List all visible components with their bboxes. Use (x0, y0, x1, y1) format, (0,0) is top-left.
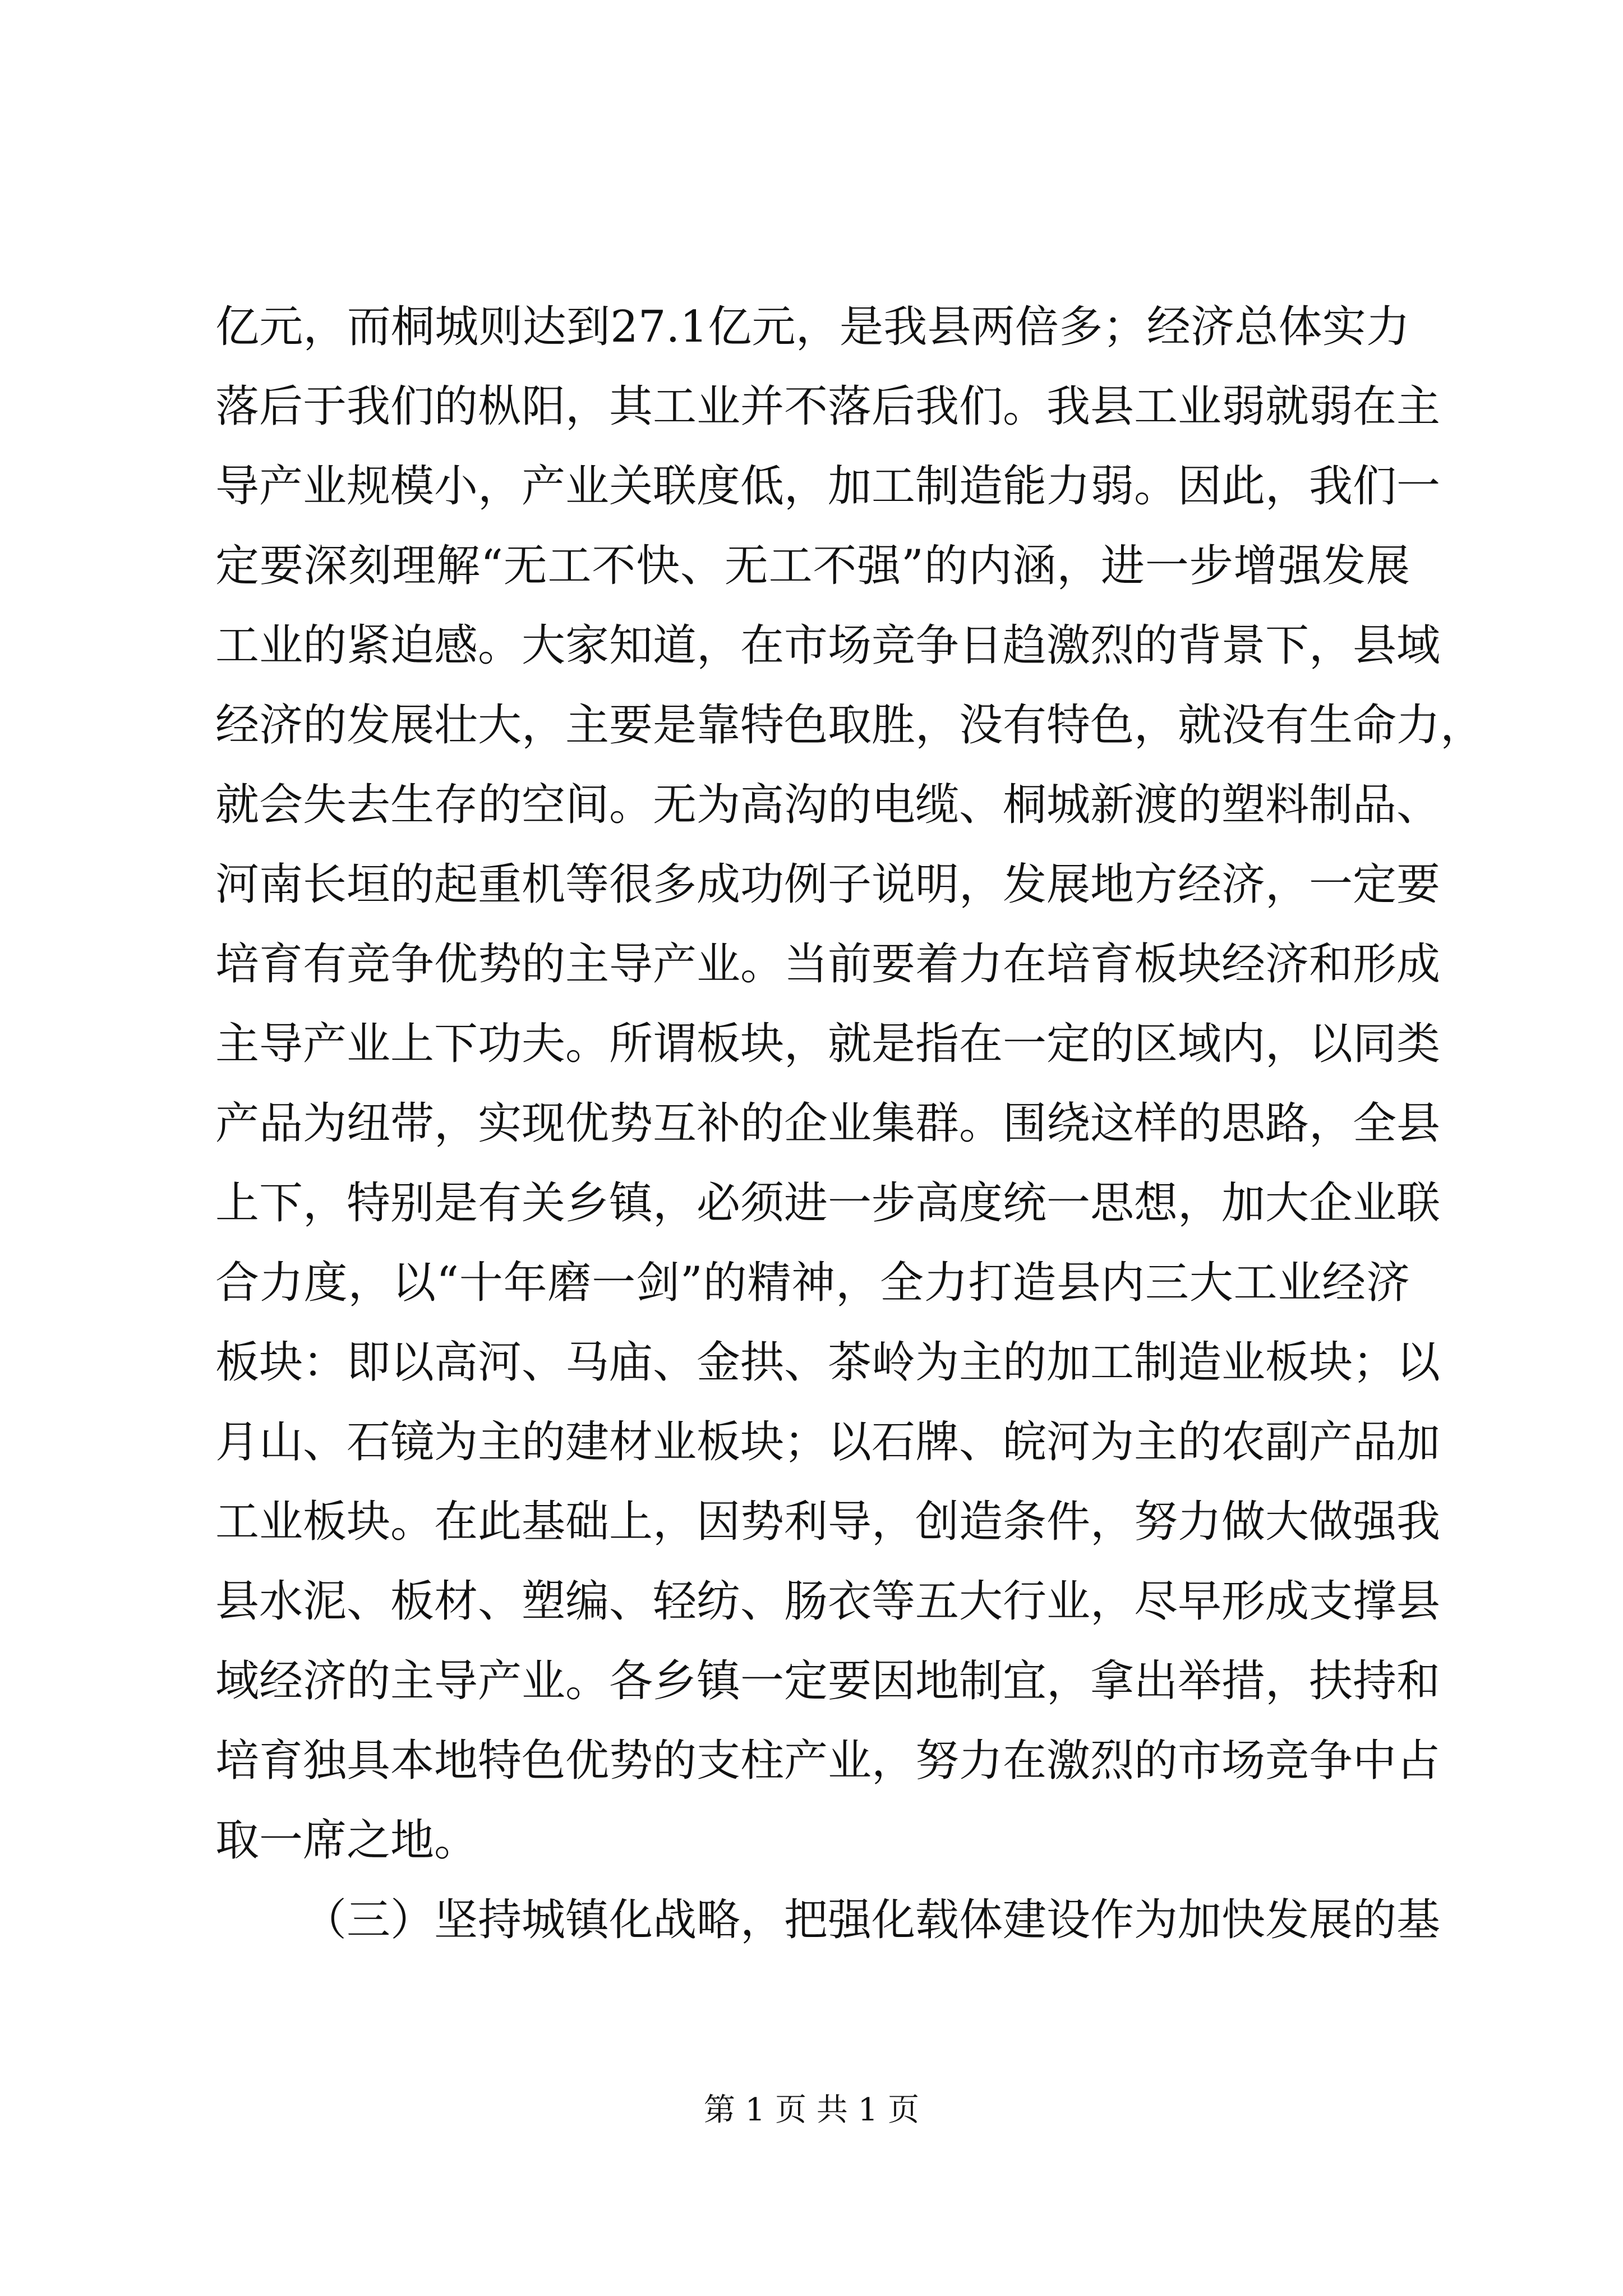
text-line: 培育有竞争优势的主导产业。当前要着力在培育板块经济和形成 (215, 939, 1441, 990)
text-line: 落后于我们的枞阳，其工业并不落后我们。我县工业弱就弱在主 (215, 381, 1441, 432)
text-line: 域经济的主导产业。各乡镇一定要因地制宜，拿出举措，扶持和 (215, 1656, 1441, 1706)
section-heading-line: （三）坚持城镇化战略，把强化载体建设作为加快发展的基 (303, 1895, 1441, 1945)
text-line: 板块：即以高河、马庙、金拱、茶岭为主的加工制造业板块；以 (215, 1337, 1441, 1388)
text-line: 工业的紧迫感。大家知道，在市场竞争日趋激烈的背景下，县域 (215, 620, 1441, 671)
page-footer: 第 1 页 共 1 页 (703, 2092, 920, 2128)
text-line: 工业板块。在此基础上，因势利导，创造条件，努力做大做强我 (215, 1497, 1441, 1547)
text-line: 导产业规模小，产业关联度低，加工制造能力弱。因此，我们一 (215, 461, 1441, 512)
text-line: 产品为纽带，实现优势互补的企业集群。围绕这样的思路，全县 (215, 1098, 1441, 1149)
text-line: 取一席之地。 (215, 1815, 478, 1866)
body-text (215, 287, 1484, 1960)
text-line: 亿元，而桐城则达到27.1亿元，是我县两倍多；经济总体实力 (215, 302, 1410, 352)
text-line: 上下，特别是有关乡镇，必须进一步高度统一思想，加大企业联 (215, 1178, 1441, 1228)
text-line: 主导产业上下功夫。所谓板块，就是指在一定的区域内，以同类 (215, 1019, 1441, 1069)
text-line: 培育独具本地特色优势的支柱产业，努力在激烈的市场竞争中占 (215, 1736, 1441, 1786)
text-line: 合力度，以“十年磨一剑”的精神，全力打造县内三大工业经济 (215, 1258, 1410, 1308)
text-line: 县水泥、板材、塑编、轻纺、肠衣等五大行业，尽早形成支撑县 (215, 1576, 1441, 1627)
text-line: 就会失去生存的空间。无为高沟的电缆、桐城新渡的塑料制品、 (215, 780, 1441, 830)
text-line: 河南长垣的起重机等很多成功例子说明，发展地方经济，一定要 (215, 859, 1441, 910)
text-line: 定要深刻理解“无工不快、无工不强”的内涵，进一步增强发展 (215, 541, 1410, 591)
text-line: 月山、石镜为主的建材业板块；以石牌、皖河为主的农副产品加 (215, 1417, 1441, 1467)
text-line: 经济的发展壮大，主要是靠特色取胜，没有特色，就没有生命力， (215, 700, 1484, 751)
